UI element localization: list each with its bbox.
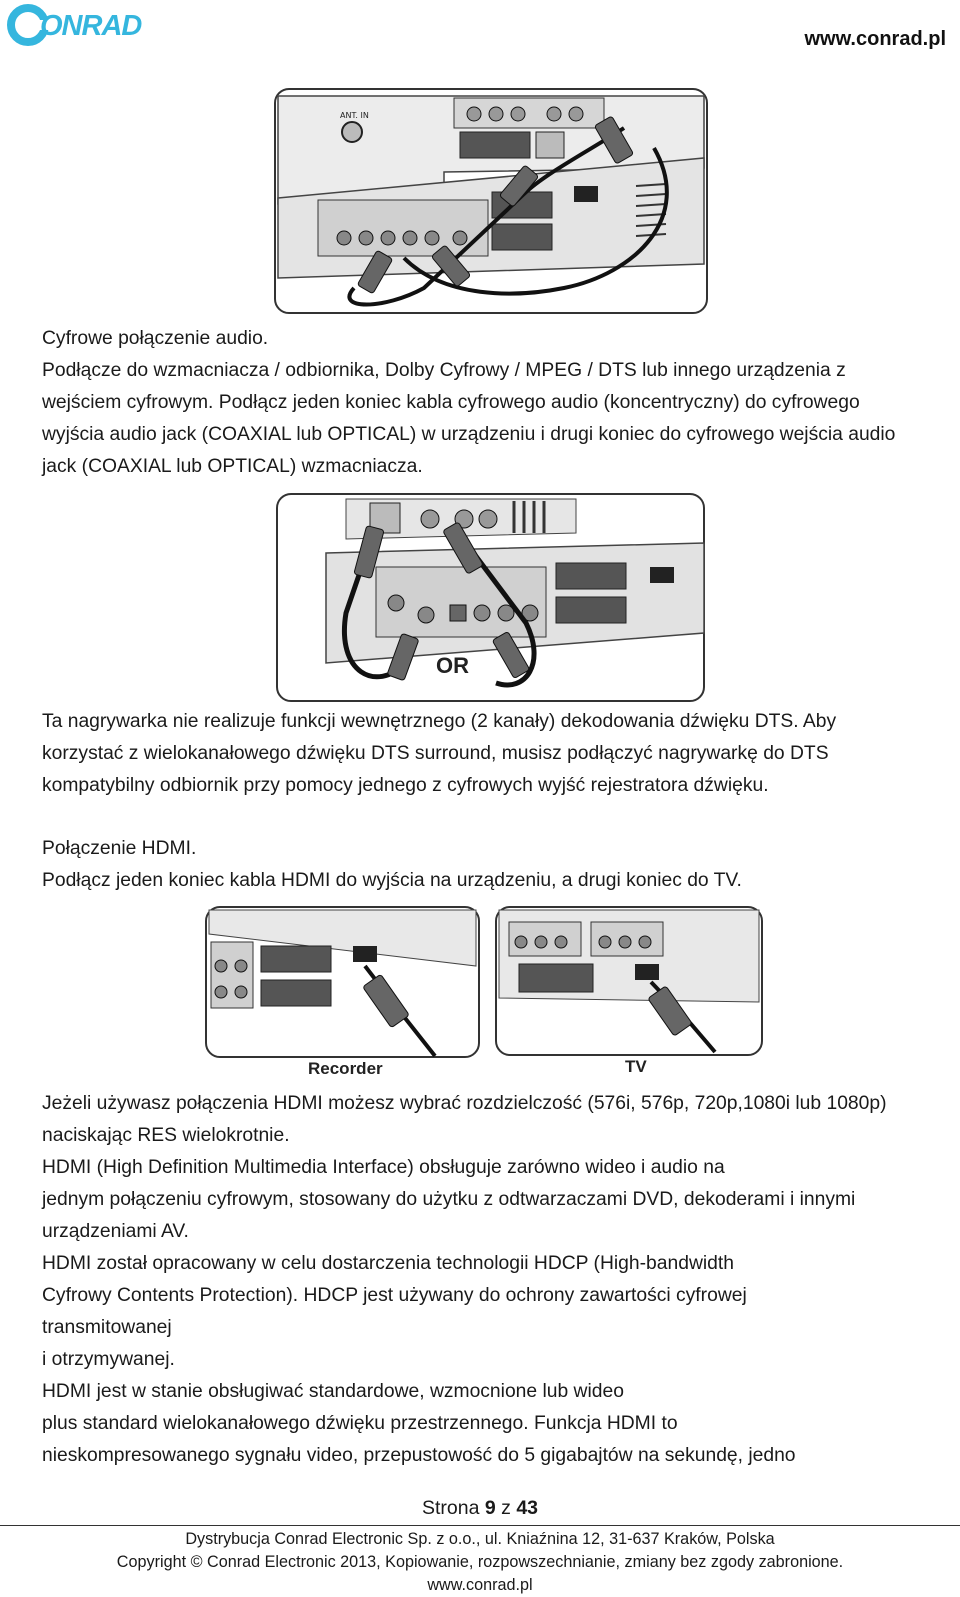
page-number-total: 43 — [516, 1497, 539, 1519]
digital-audio-text-line: wyjścia audio jack (COAXIAL lub OPTICAL) w urządzeniu i drugi koniec do cyfrowego wejścia audio — [42, 424, 896, 445]
footer-distribution: Dystrybucja Conrad Electronic Sp. z o.o., ul. Kniaźnina 12, 31-637 Kraków, Polska — [185, 1530, 775, 1548]
hdmi-info-line: naciskając RES wielokrotnie. — [42, 1125, 290, 1146]
digital-audio-heading: Cyfrowe połączenie audio. — [42, 328, 269, 349]
hdmi-info-line: HDMI został opracowany w celu dostarczenia technologii HDCP (High-bandwidth — [42, 1253, 734, 1274]
dts-text-line: korzystać z wielokanałowego dźwięku DTS surround, musisz podłączyć nagrywarkę do DTS — [42, 743, 829, 764]
footer-divider — [0, 1525, 960, 1526]
page-number-separator: z — [495, 1497, 517, 1519]
digital-audio-text-line: Podłącze do wzmacniacza / odbiornika, Dolby Cyfrowy / MPEG / DTS lub innego urządzenia z — [42, 360, 846, 381]
page-number — [0, 1497, 960, 1520]
recorder-label: Recorder — [308, 1059, 383, 1078]
header-site-url: www.conrad.pl — [804, 28, 946, 50]
hdmi-info-line: i otrzymywanej. — [42, 1349, 175, 1370]
footer-copyright: Copyright © Conrad Electronic 2013, Kopiowanie, rozpowszechnianie, zmiany bez zgody zabronione. — [116, 1553, 844, 1571]
figure-digital-audio-receiver — [274, 88, 708, 314]
digital-audio-text-line: jack (COAXIAL lub OPTICAL) wzmacniacza. — [42, 456, 423, 477]
page-number-prefix: Strona — [421, 1497, 485, 1519]
ant-in-label: ANT. IN — [340, 111, 369, 120]
hdmi-info-line: Cyfrowy Contents Protection). HDCP jest używany do ochrony zawartości cyfrowej — [42, 1285, 747, 1306]
conrad-logo — [6, 2, 166, 48]
page-number-current: 9 — [484, 1497, 496, 1519]
svg-text:ONRAD: ONRAD — [40, 10, 142, 42]
hdmi-info-line: transmitowanej — [42, 1317, 172, 1338]
figure-coaxial-optical — [276, 493, 705, 702]
or-label: OR — [436, 653, 469, 678]
hdmi-info-line: jednym połączeniu cyfrowym, stosowany do użytku z odtwarzaczami DVD, dekoderami i innymi — [42, 1189, 856, 1210]
footer-url: www.conrad.pl — [427, 1576, 533, 1594]
hdmi-info-line: Jeżeli używasz połączenia HDMI możesz wybrać rozdzielczość (576i, 576p, 720p,1080i lub 1080p) — [42, 1093, 887, 1114]
hdmi-info-line: HDMI (High Definition Multimedia Interface) obsługuje zarówno wideo i audio na — [42, 1157, 725, 1178]
digital-audio-text-line: wejściem cyfrowym. Podłącz jeden koniec kabla cyfrowego audio (koncentryczny) do cyfrowego — [42, 392, 860, 413]
hdmi-info-line: plus standard wielokanałowego dźwięku przestrzennego. Funkcja HDMI to — [42, 1413, 678, 1434]
hdmi-heading: Połączenie HDMI. — [42, 838, 197, 859]
hdmi-info-line: urządzeniami AV. — [42, 1221, 189, 1242]
tv-label: TV — [625, 1057, 647, 1076]
figure-hdmi-recorder — [205, 906, 480, 1058]
hdmi-info-line: HDMI jest w stanie obsługiwać standardowe, wzmocnione lub wideo — [42, 1381, 624, 1402]
dts-text-line: kompatybilny odbiornik przy pomocy jednego z cyfrowych wyjść rejestratora dźwięku. — [42, 775, 769, 796]
hdmi-info-line: nieskompresowanego sygnału video, przepustowość do 5 gigabajtów na sekundę, jedno — [42, 1445, 796, 1466]
hdmi-instruction: Podłącz jeden koniec kabla HDMI do wyjścia na urządzeniu, a drugi koniec do TV. — [42, 870, 742, 891]
figure-hdmi-tv — [495, 906, 763, 1056]
dts-text-line: Ta nagrywarka nie realizuje funkcji wewnętrznego (2 kanały) dekodowania dźwięku DTS. Aby — [42, 711, 837, 732]
